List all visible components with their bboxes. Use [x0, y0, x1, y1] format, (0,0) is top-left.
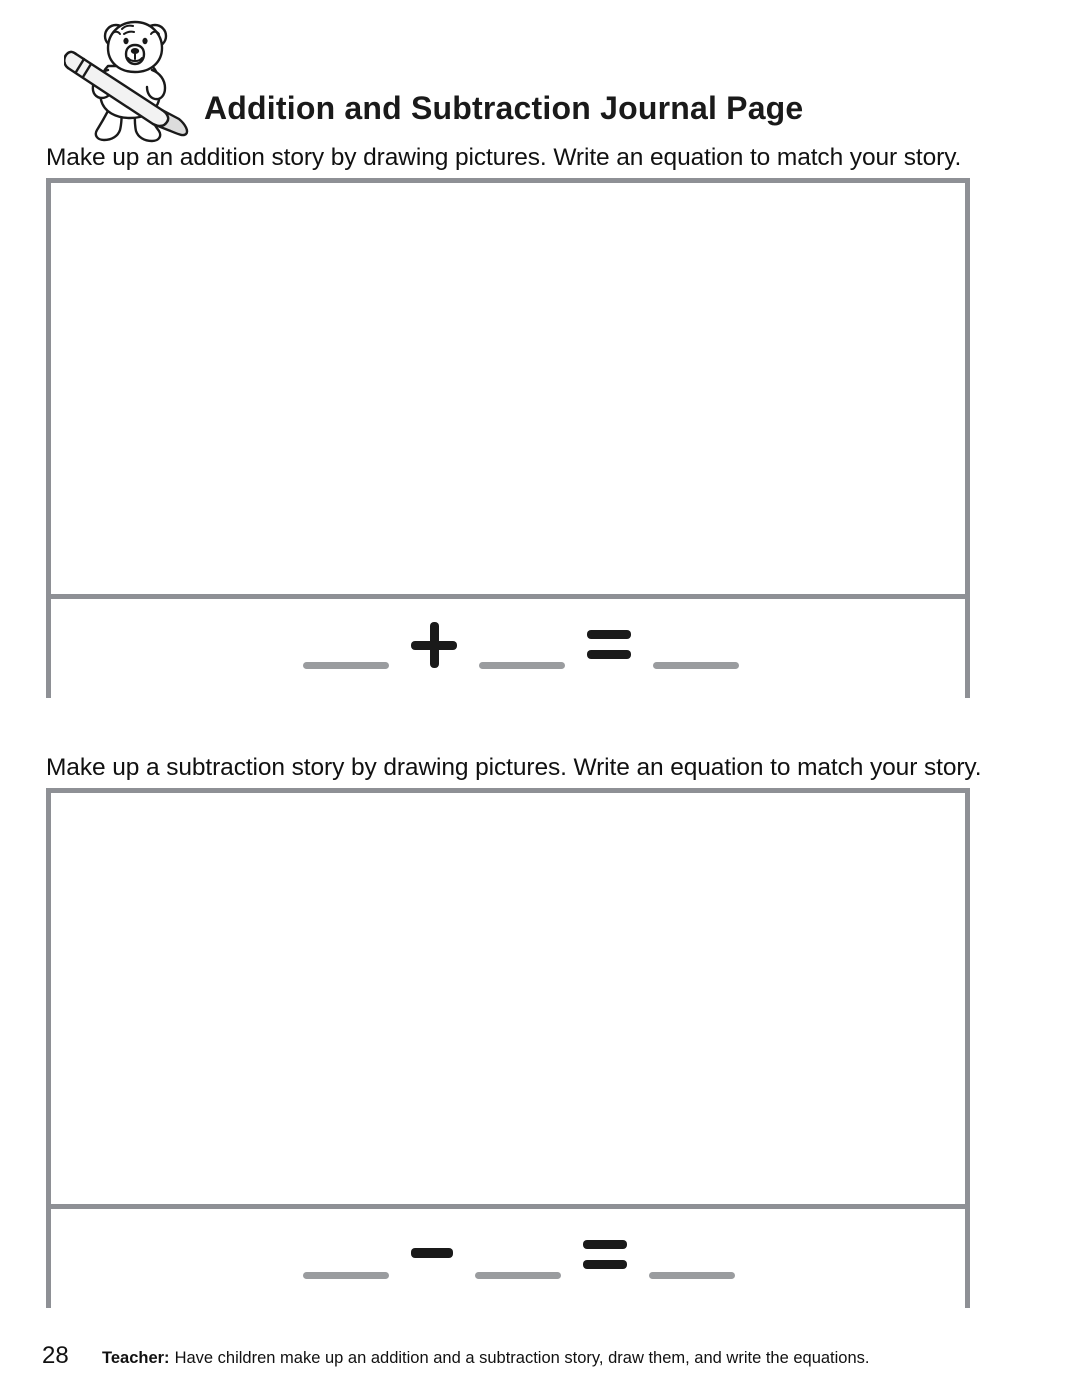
teddy-bear-with-crayon-icon — [64, 14, 196, 144]
subtraction-work-box — [46, 788, 970, 1308]
page-title: Addition and Subtraction Journal Page — [204, 90, 804, 126]
plus-sign — [411, 622, 457, 668]
page-header — [46, 8, 1036, 148]
minus-sign — [411, 1248, 453, 1258]
subtraction-blank-3[interactable] — [649, 1272, 735, 1279]
addition-drawing-area[interactable] — [51, 183, 965, 594]
subtraction-drawing-area[interactable] — [51, 793, 965, 1204]
instruction-addition: Make up an addition story by drawing pictures. Write an equation to match your story. — [46, 144, 962, 171]
addition-equation-area — [51, 594, 965, 698]
page-number: 28 — [42, 1342, 69, 1369]
addition-blank-2[interactable] — [479, 662, 565, 669]
subtraction-blank-2[interactable] — [475, 1272, 561, 1279]
addition-work-box — [46, 178, 970, 698]
addition-equation — [303, 599, 739, 698]
subtraction-blank-1[interactable] — [303, 1272, 389, 1279]
subtraction-equation-area — [51, 1204, 965, 1308]
teacher-note: Have children make up an addition and a subtraction story, draw them, and write the equations. — [174, 1349, 870, 1367]
equals-sign — [583, 1240, 627, 1272]
instruction-subtraction: Make up a subtraction story by drawing pictures. Write an equation to match your story. — [46, 754, 982, 781]
addition-blank-3[interactable] — [653, 662, 739, 669]
subtraction-equation — [303, 1209, 735, 1308]
equals-sign — [587, 630, 631, 662]
teacher-label: Teacher: — [102, 1349, 170, 1367]
page-footer — [42, 1342, 1042, 1378]
addition-blank-1[interactable] — [303, 662, 389, 669]
